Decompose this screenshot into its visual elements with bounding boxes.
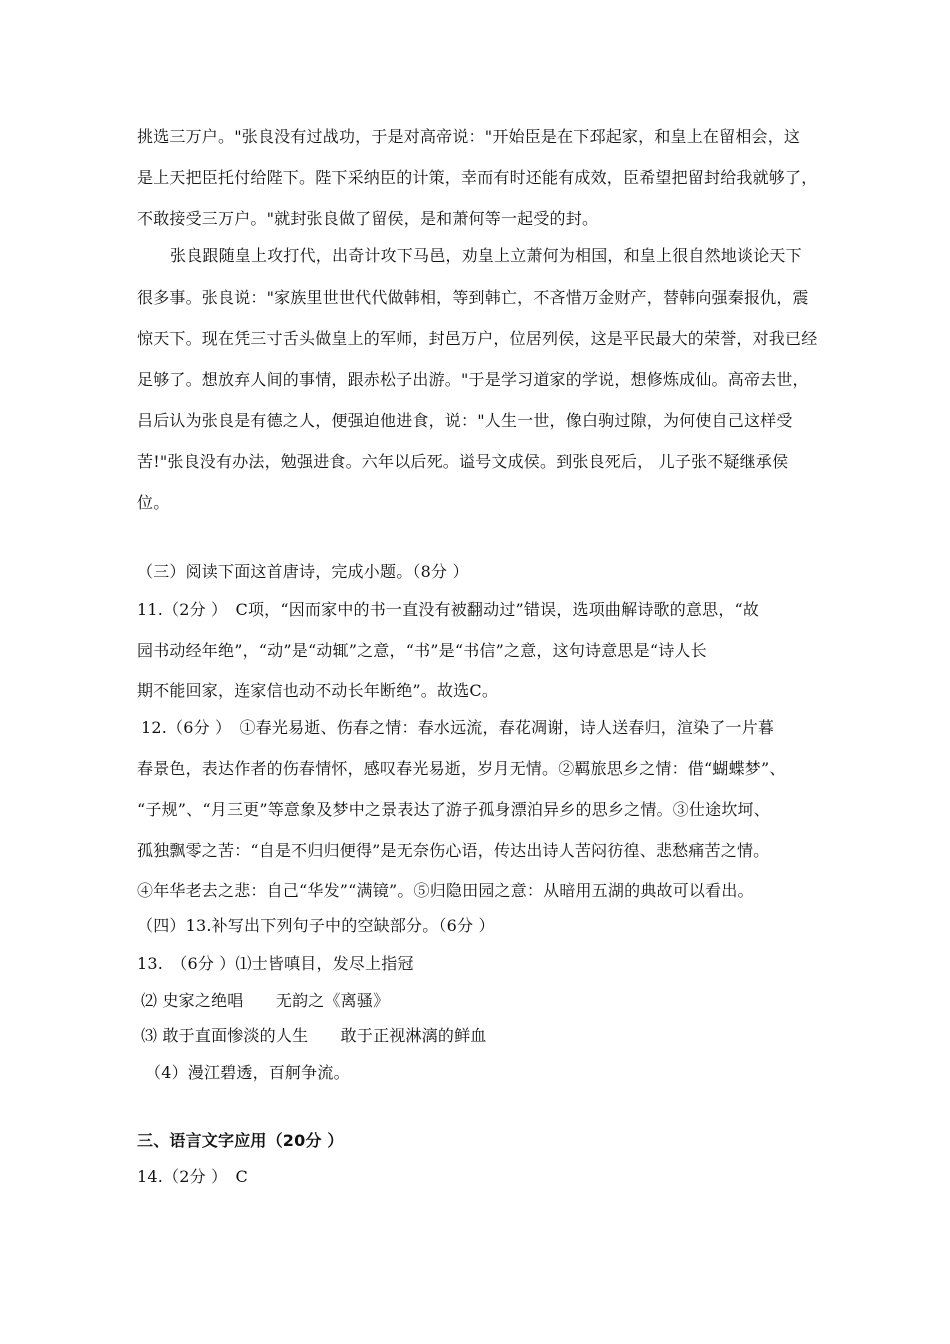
- answer-q11-line: 园书动经年绝”，“动”是“动辄”之意，“书”是“书信”之意，这句诗意思是“诗人长: [137, 641, 707, 660]
- passage-line: 是上天把臣托付给陛下。陛下采纳臣的计策，幸而有时还能有成效，臣希望把留封给我就够了，: [137, 168, 818, 187]
- answer-q11-line: 11.（2分 ） C项，“因而家中的书一直没有被翻动过”错误，选项曲解诗歌的意思，“故: [137, 600, 760, 619]
- passage-line: 吕后认为张良是有德之人，便强迫他进食，说："人生一世，像白驹过隙，为何使自己这样受: [137, 411, 793, 430]
- answer-q13-line: ⑶ 敢于直面惨淡的人生 敢于正视淋漓的鲜血: [141, 1026, 487, 1045]
- answer-q12-line: 春景色，表达作者的伤春情怀，感叹春光易逝，岁月无情。②羁旅思乡之情：借“蝴蝶梦”、: [137, 759, 786, 778]
- answer-q13-line: ⑵ 史家之绝唱 无韵之《离骚》: [141, 991, 390, 1010]
- part-heading: 三、语言文字应用（20分 ）: [137, 1131, 344, 1150]
- answer-q13-line: （4）漫江碧透，百舸争流。: [145, 1063, 350, 1082]
- passage-line: 足够了。想放弃人间的事情，跟赤松子出游。"于是学习道家的学说，想修炼成仙。高帝去世，: [137, 370, 809, 389]
- passage-line: 很多事。张良说："家族里世世代代做韩相，等到韩亡，不吝惜万金财产，替韩向强秦报仇，震: [137, 288, 809, 307]
- section-heading: （三）阅读下面这首唐诗，完成小题。（8分 ）: [137, 562, 469, 581]
- answer-q12-line: 12.（6分 ） ①春光易逝、伤春之情：春水远流，春花凋谢，诗人送春归，渲染了一片暮: [141, 718, 775, 737]
- passage-line: 苦!"张良没有办法，勉强进食。六年以后死。谥号文成侯。到张良死后， 儿子张不疑继承侯: [137, 452, 789, 471]
- answer-q11-line: 期不能回家，连家信也动不动长年断绝”。故选C。: [137, 681, 499, 700]
- answer-q12-line: 孤独飘零之苦：“自是不归归便得”是无奈伤心语，传达出诗人苦闷彷徨、悲愁痛苦之情。: [137, 841, 770, 860]
- passage-line: 位。: [137, 493, 170, 512]
- passage-line: 挑选三万户。"张良没有过战功，于是对高帝说："开始臣是在下邳起家，和皇上在留相会，这: [137, 127, 801, 146]
- section-heading: （四）13.补写出下列句子中的空缺部分。（6分 ）: [137, 916, 495, 935]
- answer-q13-line: 13. （6分 ）⑴士皆嗔目，发尽上指冠: [137, 954, 414, 973]
- passage-line: 不敢接受三万户。"就封张良做了留侯，是和萧何等一起受的封。: [137, 209, 599, 228]
- passage-paragraph-start: 张良跟随皇上攻打代，出奇计攻下马邑，劝皇上立萧何为相国，和皇上很自然地谈论天下: [170, 246, 802, 265]
- answer-q12-line: “子规”、“月三更”等意象及梦中之景表达了游子孤身漂泊异乡的思乡之情。③仕途坎坷、: [137, 800, 770, 819]
- answer-q14-line: 14.（2分 ） C: [137, 1167, 248, 1186]
- answer-q12-line: ④年华老去之悲：自己“华发”“满镜”。⑤归隐田园之意：从暗用五湖的典故可以看出。: [137, 881, 754, 900]
- passage-line: 惊天下。现在凭三寸舌头做皇上的军师，封邑万户，位居列侯，这是平民最大的荣誉，对我已经: [137, 329, 818, 348]
